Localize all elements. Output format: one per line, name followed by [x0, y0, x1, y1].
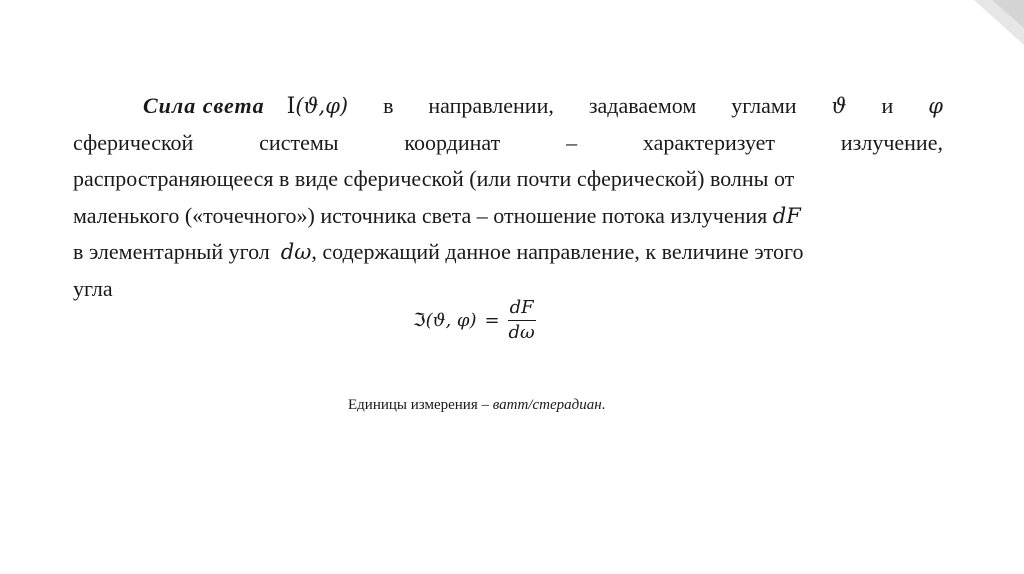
formula-lhs-args: (ϑ, φ)	[425, 310, 477, 331]
symbol-dF: dF	[772, 203, 801, 228]
angle-phi: φ	[928, 94, 943, 118]
corner-decoration	[954, 0, 1024, 60]
formula-denominator: dω	[508, 322, 535, 343]
formula-lhs-symbol: ℑ	[413, 310, 426, 331]
units-value: ватт/стерадиан	[492, 397, 602, 413]
line2-word-2: координат	[404, 129, 501, 155]
formula-equals: =	[484, 310, 500, 331]
term-luminous-intensity: Сила света	[143, 93, 265, 118]
term-group	[143, 88, 348, 126]
definition-paragraph	[73, 88, 943, 307]
paragraph-line-1	[73, 88, 943, 125]
line5-before: в элементарный угол	[73, 239, 270, 264]
line2-word-4: характеризует	[642, 129, 776, 155]
line1-word-3: углами	[731, 93, 797, 118]
line2-word-1: системы	[259, 129, 339, 155]
line5-after: , содержащий данное направление, к величине этого	[311, 239, 804, 264]
angle-theta: ϑ	[831, 94, 847, 118]
line4-text: маленького («точечного») источника света – отношение потока излучения	[73, 202, 768, 228]
formula-fraction	[508, 298, 536, 343]
formula-numerator: dF	[508, 298, 536, 321]
formula-lhs	[413, 310, 477, 331]
symbol-intensity-args: (ϑ,φ)	[295, 94, 349, 118]
units-label: Единицы измерения –	[348, 397, 489, 413]
line1-word-0: в	[383, 93, 394, 118]
units-note	[348, 397, 605, 414]
paragraph-line-2	[73, 125, 943, 162]
line1-conjunction: и	[881, 93, 894, 118]
line1-word-1: направлении,	[428, 93, 554, 118]
paragraph-line-5	[73, 234, 943, 271]
line2-word-5: излучение,	[840, 129, 943, 155]
line1-word-2: задаваемом	[588, 93, 697, 118]
paragraph-line-6: угла	[73, 275, 113, 301]
line2-word-0: сферической	[73, 129, 194, 155]
units-end: .	[601, 397, 606, 413]
paragraph-line-3: распространяющееся в виде сферической (или почти сферической) волны от	[73, 166, 795, 191]
symbol-domega: dω	[280, 240, 312, 264]
paragraph-line-4	[73, 198, 943, 235]
line2-word-3: –	[566, 129, 578, 155]
intensity-formula	[413, 298, 536, 343]
symbol-intensity: I	[286, 94, 296, 119]
